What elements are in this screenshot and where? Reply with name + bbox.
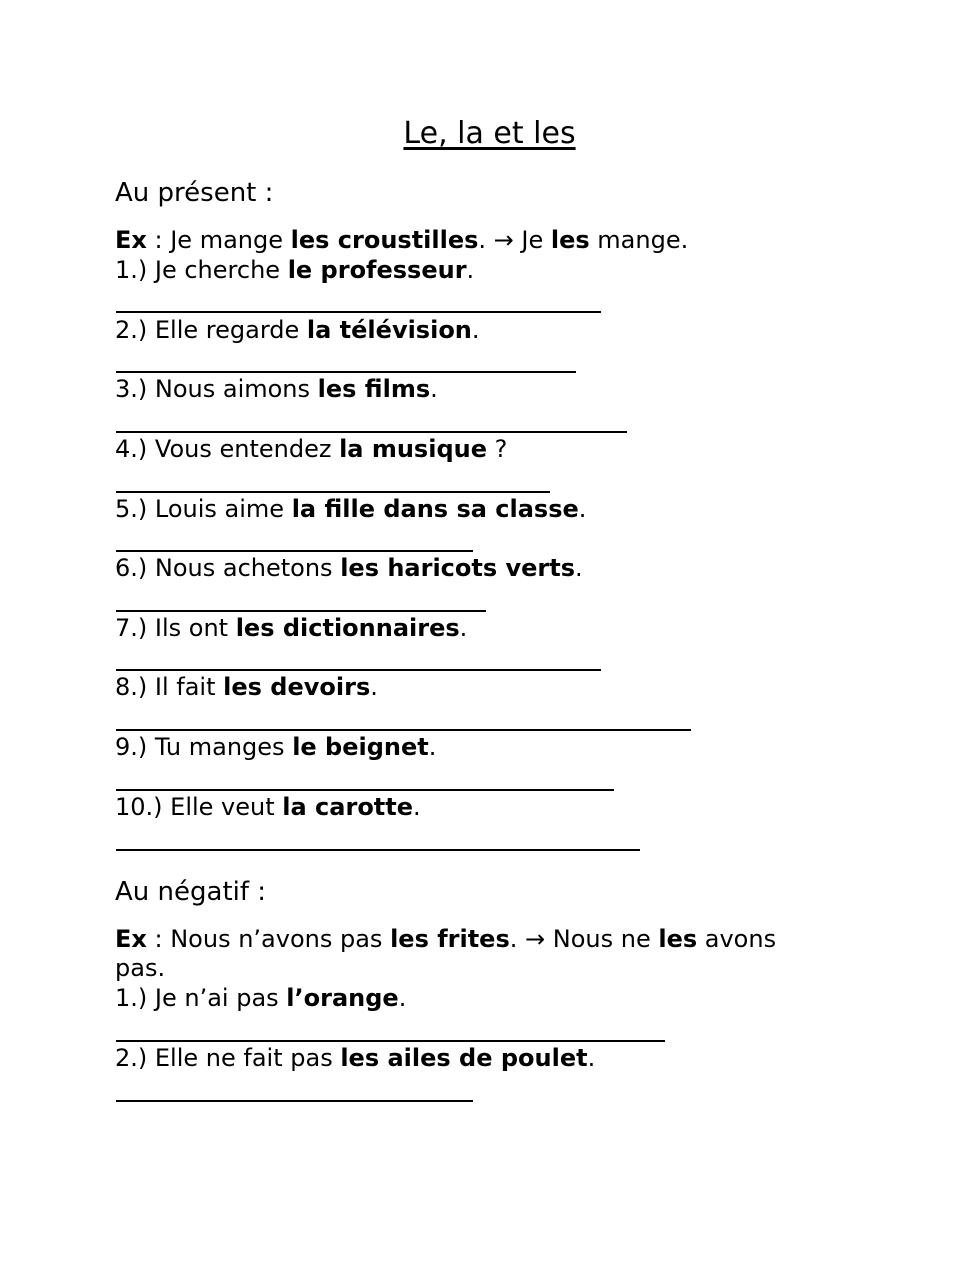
example-text-end: avons [697, 925, 777, 953]
answer-blank[interactable] [116, 789, 614, 791]
exercise-item: 7.) Ils ont les dictionnaires. [115, 614, 468, 642]
answer-blank[interactable] [116, 729, 691, 731]
section-heading-present: Au présent : [115, 178, 274, 208]
page-title: Le, la et les [403, 116, 576, 151]
example-text: Je mange [170, 226, 291, 254]
exercise-item: 5.) Louis aime la fille dans sa classe. [115, 495, 587, 523]
answer-blank[interactable] [116, 669, 601, 671]
example-label: Ex [115, 925, 147, 953]
example-line-negative-cont: pas. [115, 954, 166, 982]
example-arrow-text: . → Je [478, 226, 551, 254]
example-bold-pronoun: les [658, 925, 698, 953]
exercise-item: 10.) Elle veut la carotte. [115, 793, 421, 821]
answer-blank[interactable] [116, 1040, 665, 1042]
answer-blank[interactable] [116, 849, 640, 851]
answer-blank[interactable] [116, 371, 576, 373]
example-arrow-text: . → Nous ne [509, 925, 659, 953]
example-bold-object: les frites [390, 925, 510, 953]
example-text: Nous n’avons pas [170, 925, 391, 953]
exercise-item: 2.) Elle regarde la télévision. [115, 316, 480, 344]
answer-blank[interactable] [116, 550, 473, 552]
example-bold-object: les croustilles [290, 226, 479, 254]
example-line-negative [115, 924, 776, 954]
exercise-item: 8.) Il fait les devoirs. [115, 673, 378, 701]
example-bold-pronoun: les [550, 226, 590, 254]
example-sep: : [146, 226, 171, 254]
section-heading-negative: Au négatif : [115, 877, 267, 907]
answer-blank[interactable] [116, 431, 627, 433]
example-line-present [115, 225, 688, 255]
example-sep: : [146, 925, 171, 953]
exercise-item: 1.) Je n’ai pas l’orange. [115, 984, 407, 1012]
exercise-item: 4.) Vous entendez la musique ? [115, 435, 508, 463]
example-label: Ex [115, 226, 147, 254]
exercise-item: 2.) Elle ne fait pas les ailes de poulet. [115, 1044, 596, 1072]
exercise-item: 1.) Je cherche le professeur. [115, 256, 475, 284]
answer-blank[interactable] [116, 311, 601, 313]
exercise-item: 6.) Nous achetons les haricots verts. [115, 554, 583, 582]
answer-blank[interactable] [116, 1100, 473, 1102]
answer-blank[interactable] [116, 610, 486, 612]
answer-blank[interactable] [116, 491, 550, 493]
exercise-item: 3.) Nous aimons les films. [115, 375, 438, 403]
exercise-item: 9.) Tu manges le beignet. [115, 733, 437, 761]
example-text-end: mange. [589, 226, 689, 254]
